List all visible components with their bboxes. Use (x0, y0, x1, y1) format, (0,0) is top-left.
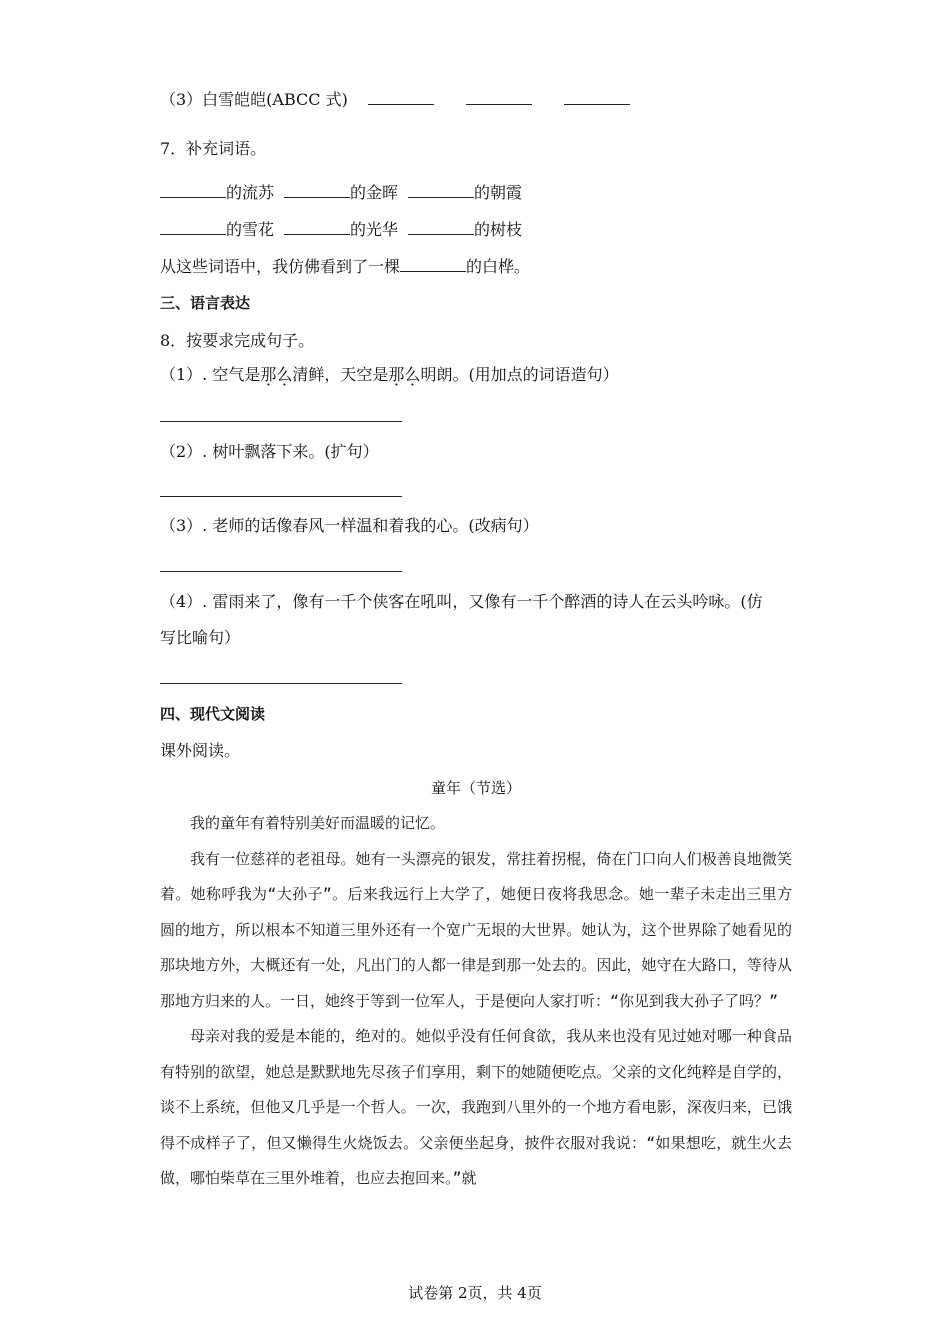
q7-blank[interactable] (408, 181, 474, 198)
q8-sentence-1 (160, 364, 619, 386)
q7-blank[interactable] (160, 218, 226, 235)
q8-title: 8．按要求完成句子。 (160, 331, 315, 350)
q8-s1-part: （1）. 空气是 (160, 365, 261, 384)
passage-body (160, 806, 792, 1197)
passage-paragraph-1: 我的童年有着特别美好而温暖的记忆。 (190, 814, 446, 832)
page-footer: 试卷第 2页，共 4页 (408, 1284, 542, 1302)
q6-3-label: （3）白雪皑皑(ABCC 式) (160, 90, 348, 109)
q8-s1-part: 清鲜，天空是 (292, 365, 389, 384)
q6-3-line (160, 88, 630, 111)
q7-row-1 (160, 181, 522, 204)
dotted-char: 那 (388, 365, 405, 384)
q7-word: 的流苏 (226, 183, 275, 202)
q7-blank[interactable] (160, 181, 226, 198)
q7-blank[interactable] (408, 218, 474, 235)
q7-word: 的金晖 (350, 183, 399, 202)
q7-word: 的树枝 (474, 220, 523, 239)
passage-title: 童年（节选） (430, 779, 521, 797)
q6-3-blank-3[interactable] (564, 88, 630, 105)
q8-s1-part: 明朗。(用加点的词语造句） (420, 365, 619, 384)
q7-summary-before: 从这些词语中，我仿佛看到了一棵 (160, 257, 401, 276)
answer-line-4[interactable] (160, 683, 402, 684)
q7-row-2 (160, 218, 522, 241)
answer-line-2[interactable] (160, 496, 402, 497)
section-3-heading: 三、语言表达 (160, 294, 251, 312)
q8-sentence-4-line-1: （4）. 雷雨来了，像有一千个侠客在吼叫，又像有一千个醉酒的诗人在云头吟咏。(仿 (160, 592, 763, 611)
q8-sentence-3: （3）. 老师的话像春风一样温和着我的心。(改病句） (160, 516, 539, 535)
passage-paragraph-3: 母亲对我的爱是本能的，绝对的。她似乎没有任何食欲，我从来也没有见过她对哪一种食品有特别的欲望，她总是默默地先尽孩子们享用，剩下的她随便吃点。父亲的文化纯粹是自学的，谈不上系统，但他又几乎是一个哲人。一次，我跑到八里外的一个地方看电影，深夜归来，已饿得不成样子了，但又懒得生火烧饭去。父亲便坐起身，披件衣服对我说：“如果想吃，就生火去做，哪怕柴草在三里外堆着，也应去抱回来。”就 (160, 1027, 792, 1187)
section-4-subtitle: 课外阅读。 (160, 741, 241, 760)
q7-summary-after: 的白桦。 (466, 257, 531, 276)
answer-line-1[interactable] (160, 421, 402, 422)
q7-blank[interactable] (284, 181, 350, 198)
q7-summary (160, 255, 530, 278)
q8-sentence-4-line-2: 写比喻句） (160, 628, 241, 647)
dotted-char: 么 (276, 365, 293, 384)
passage-paragraph-2: 我有一位慈祥的老祖母。她有一头漂亮的银发，常拄着拐棍，倚在门口向人们极善良地微笑着。她称呼我为“大孙子”。后来我远行上大学了，她便日夜将我思念。她一辈子未走出三里方圆的地方，所以根本不知道三里外还有一个宽广无垠的大世界。她认为，这个世界除了她看见的那块地方外，大概还有一处，凡出门的人都一律是到那一处去的。因此，她守在大路口，等待从那地方归来的人。一日，她终于等到一位军人，于是便向人家打听：“你见到我大孙子了吗？” (160, 849, 792, 1010)
q7-blank[interactable] (284, 218, 350, 235)
q7-word: 的雪花 (226, 220, 275, 239)
dotted-char: 那 (260, 365, 277, 384)
q6-3-blank-1[interactable] (368, 88, 434, 105)
section-4-heading: 四、现代文阅读 (160, 705, 266, 723)
dotted-char: 么 (404, 365, 421, 384)
q6-3-blank-2[interactable] (466, 88, 532, 105)
answer-line-3[interactable] (160, 571, 402, 572)
q8-sentence-2: （2）. 树叶飘落下来。(扩句） (160, 442, 379, 461)
q7-word: 的光华 (350, 220, 399, 239)
q7-summary-blank[interactable] (400, 255, 466, 272)
q7-title: 7．补充词语。 (160, 139, 267, 158)
q7-word: 的朝霞 (474, 183, 523, 202)
